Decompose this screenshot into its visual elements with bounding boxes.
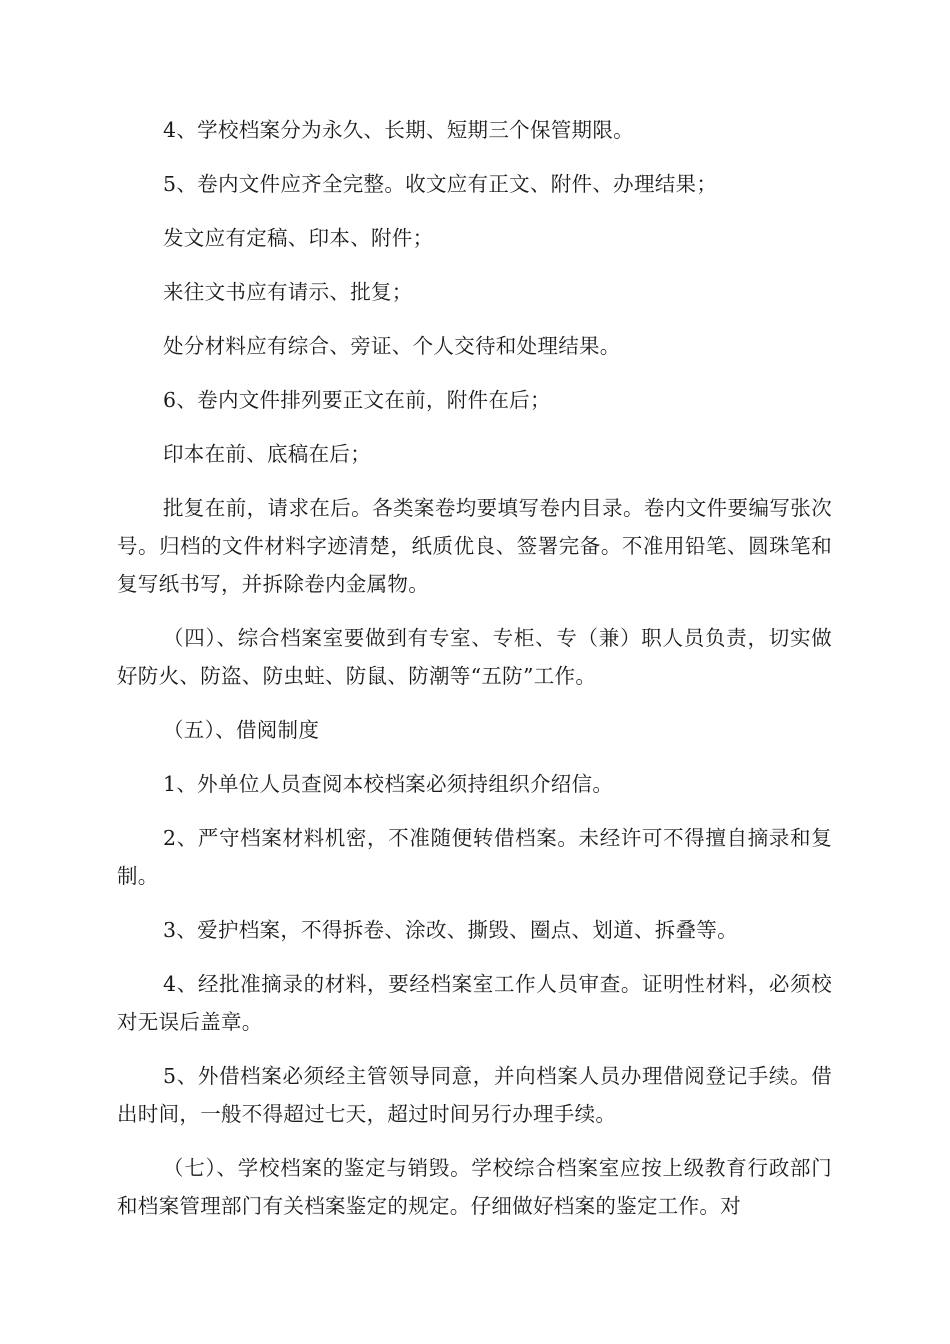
paragraph-confidentiality: 2、严守档案材料机密，不准随便转借档案。未经许可不得擅自摘录和复制。 [117, 826, 832, 888]
paragraph-file-ordering: 6、卷内文件排列要正文在前，附件在后； [163, 388, 551, 412]
paragraph-print-before-draft: 印本在前、底稿在后； [163, 442, 371, 466]
paragraph-external-access: 1、外单位人员查阅本校档案必须持组织介绍信。 [163, 772, 614, 796]
paragraph-appraisal-and-destruction: （七）、学校档案的鉴定与销毁。学校综合档案室应按上级教育行政部门和档案管理部门有关档案鉴定的规定。仔细做好档案的鉴定工作。对 [117, 1156, 832, 1218]
paragraph-approved-excerpts: 4、经批准摘录的材料，要经档案室工作人员审查。证明性材料，必须校对无误后盖章。 [117, 972, 832, 1034]
paragraph-external-lending: 5、外借档案必须经主管领导同意，并向档案人员办理借阅登记手续。借出时间，一般不得超过七天，超过时间另行办理手续。 [117, 1064, 832, 1126]
paragraph-reply-before-request: 批复在前，请求在后。各类案卷均要填写卷内目录。卷内文件要编写张次号。归档的文件材料字迹清楚，纸质优良、签署完备。不准用铅笔、圆珠笔和复写纸书写，并拆除卷内金属物。 [117, 496, 832, 596]
paragraph-archive-retention-periods: 4、学校档案分为永久、长期、短期三个保管期限。 [163, 118, 634, 142]
paragraph-file-completeness: 5、卷内文件应齐全完整。收文应有正文、附件、办理结果； [163, 172, 718, 196]
paragraph-archive-room-requirements: （四）、综合档案室要做到有专室、专柜、专（兼）职人员负责，切实做好防火、防盗、防虫蛀、防鼠、防潮等“五防”工作。 [117, 626, 832, 688]
paragraph-correspondence: 来往文书应有请示、批复； [163, 280, 413, 304]
document-body [117, 111, 832, 1225]
paragraph-care-of-archives: 3、爱护档案，不得拆卷、涂改、撕毁、圈点、划道、拆叠等。 [163, 918, 738, 942]
paragraph-borrowing-policy-heading: （五）、借阅制度 [163, 718, 320, 742]
paragraph-outgoing-documents: 发文应有定稿、印本、附件； [163, 226, 434, 250]
paragraph-disciplinary-materials: 处分材料应有综合、旁证、个人交待和处理结果。 [163, 334, 621, 358]
